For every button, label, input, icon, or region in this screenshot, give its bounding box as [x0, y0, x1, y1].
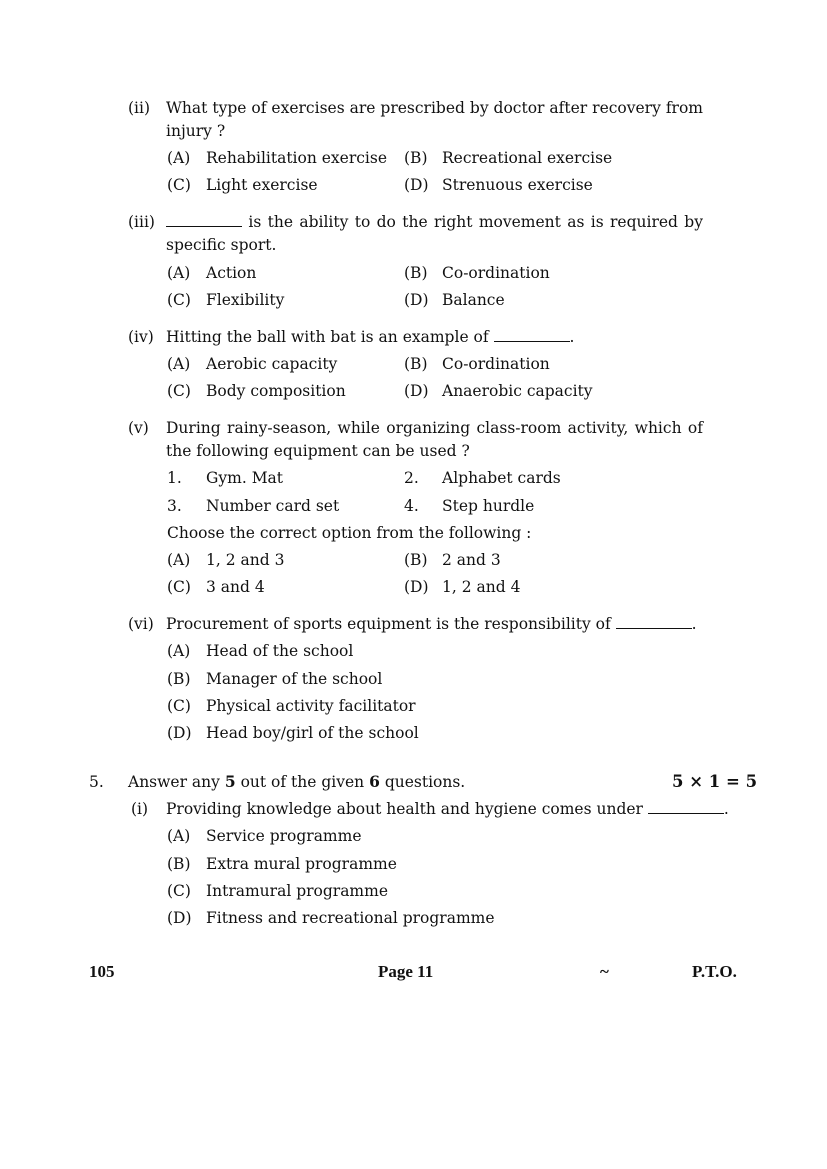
option-text: 2 and 3	[442, 551, 501, 569]
option-text: Action	[206, 264, 257, 282]
option-label: (D)	[404, 578, 429, 596]
question-number: 5.	[89, 773, 104, 791]
question-text	[166, 614, 697, 634]
fill-blank	[166, 212, 242, 227]
marks: 5 × 1 = 5	[672, 772, 758, 791]
item-text: Number card set	[206, 497, 340, 515]
option-text: Strenuous exercise	[442, 176, 593, 194]
option-text: Intramural programme	[206, 882, 389, 900]
option-label: (C)	[167, 176, 191, 194]
option-text: Light exercise	[206, 176, 318, 194]
item-label: 3.	[167, 497, 182, 515]
question-text	[166, 327, 574, 347]
sub-question-number: (i)	[131, 800, 149, 818]
question-number: (vi)	[128, 615, 154, 633]
option-label: (A)	[167, 642, 191, 660]
pto-label: P.T.O.	[692, 962, 737, 981]
fill-blank	[648, 799, 724, 814]
item-text: Alphabet cards	[442, 469, 561, 487]
question-text: During rainy-season, while organizing class-room activity, which of the following equipment can be used ?	[166, 419, 703, 460]
option-text: 1, 2 and 4	[442, 578, 521, 596]
question-number: (v)	[128, 419, 149, 437]
item-text: Step hurdle	[442, 497, 535, 515]
question-number: (ii)	[128, 99, 151, 117]
option-text: Extra mural programme	[206, 855, 397, 873]
instruction-total: 6	[369, 772, 380, 791]
option-label: (A)	[167, 827, 191, 845]
option-text: Balance	[442, 291, 505, 309]
option-label: (D)	[404, 382, 429, 400]
item-label: 4.	[404, 497, 419, 515]
option-text: Head of the school	[206, 642, 354, 660]
option-label: (C)	[167, 578, 191, 596]
instruction-part: questions.	[384, 773, 466, 791]
question-text	[166, 211, 703, 257]
paper-code: 105	[89, 962, 115, 981]
question-text-after: is the ability to do the right movement as is required by specific sport.	[166, 213, 703, 254]
option-label: (A)	[167, 355, 191, 373]
question-text-end: .	[569, 328, 575, 346]
option-text: Manager of the school	[206, 670, 383, 688]
question-text-end: .	[723, 800, 729, 818]
option-text: Rehabilitation exercise	[206, 149, 388, 167]
question-instruction	[128, 772, 465, 792]
option-text: Head boy/girl of the school	[206, 724, 419, 742]
question-text-before: Providing knowledge about health and hygiene comes under	[166, 800, 643, 818]
option-text: Aerobic capacity	[206, 355, 338, 373]
instruction-count: 5	[224, 772, 236, 791]
item-text: Gym. Mat	[206, 469, 284, 487]
instruction-part: Answer any	[128, 773, 220, 791]
option-text: Body composition	[206, 382, 346, 400]
question-text-end: .	[691, 615, 697, 633]
question-number: (iii)	[128, 213, 155, 231]
question-text-before: Procurement of sports equipment is the responsibility of	[166, 615, 611, 633]
question-text-before: Hitting the ball with bat is an example of	[166, 328, 489, 346]
option-label: (D)	[404, 176, 429, 194]
option-label: (A)	[167, 551, 191, 569]
option-text: Physical activity facilitator	[206, 697, 416, 715]
option-text: 3 and 4	[206, 578, 265, 596]
option-text: 1, 2 and 3	[206, 551, 285, 569]
question-text: What type of exercises are prescribed by doctor after recovery from injury ?	[166, 99, 703, 140]
option-label: (A)	[167, 149, 191, 167]
option-label: (B)	[404, 551, 428, 569]
page-number: Page 11	[378, 962, 434, 981]
option-label: (D)	[404, 291, 429, 309]
item-label: 2.	[404, 469, 419, 487]
choose-instruction: Choose the correct option from the following :	[167, 524, 532, 542]
option-label: (C)	[167, 291, 191, 309]
sub-question-text	[166, 799, 729, 819]
option-text: Co-ordination	[442, 355, 550, 373]
option-label: (C)	[167, 882, 191, 900]
option-text: Anaerobic capacity	[442, 382, 593, 400]
option-label: (C)	[167, 697, 191, 715]
option-label: (C)	[167, 382, 191, 400]
option-label: (B)	[404, 355, 428, 373]
option-label: (B)	[404, 264, 428, 282]
instruction-part: out of the given	[240, 773, 365, 791]
option-label: (B)	[167, 670, 191, 688]
option-text: Flexibility	[206, 291, 285, 309]
fill-blank	[616, 614, 692, 629]
option-text: Co-ordination	[442, 264, 550, 282]
option-text: Service programme	[206, 827, 362, 845]
option-label: (D)	[167, 909, 192, 927]
fill-blank	[494, 327, 570, 342]
question-number: (iv)	[128, 328, 154, 346]
option-label: (A)	[167, 264, 191, 282]
tilde-mark: ~	[600, 962, 609, 981]
option-label: (D)	[167, 724, 192, 742]
item-label: 1.	[167, 469, 182, 487]
option-label: (B)	[404, 149, 428, 167]
option-text: Recreational exercise	[442, 149, 613, 167]
option-text: Fitness and recreational programme	[206, 909, 495, 927]
option-label: (B)	[167, 855, 191, 873]
